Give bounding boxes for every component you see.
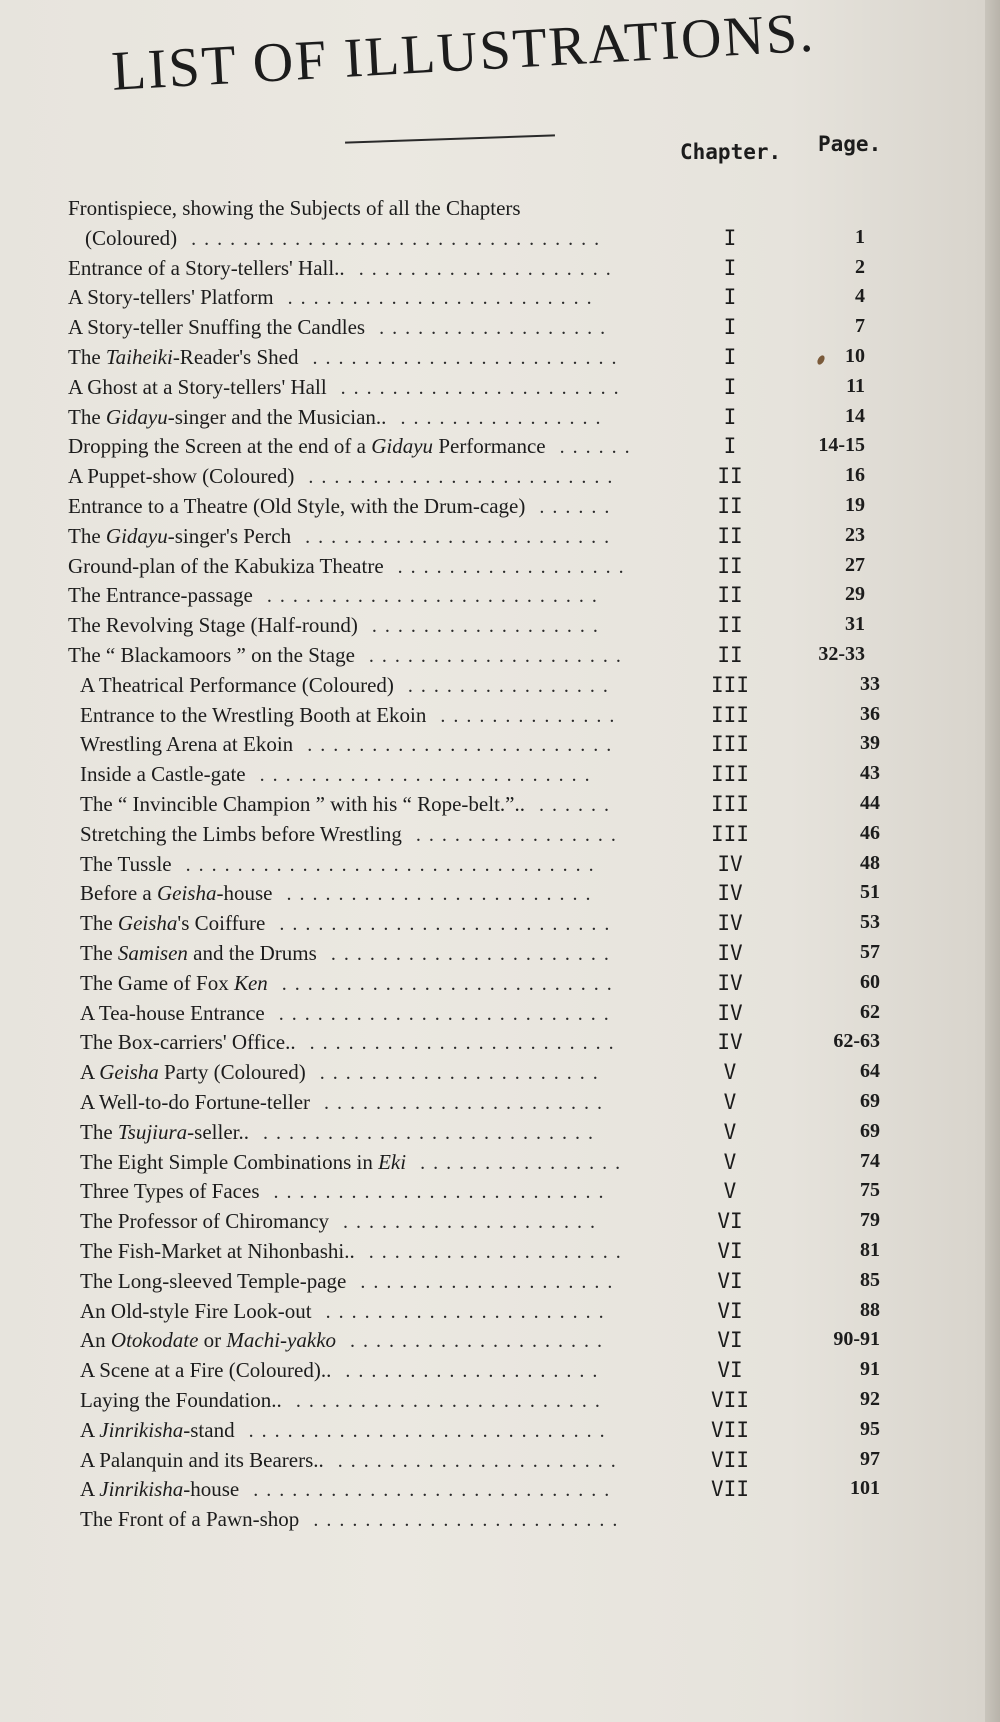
list-item — [0, 315, 985, 345]
list-item — [0, 1477, 985, 1507]
leader-dots: ...... — [539, 496, 618, 518]
chapter-number: VI — [717, 1358, 743, 1383]
chapter-number: III — [711, 702, 749, 727]
list-item — [0, 1358, 985, 1388]
illustration-title: A Scene at a Fire (Coloured).. — [80, 1358, 332, 1383]
leader-dots: ............................ — [248, 1419, 613, 1442]
list-item — [0, 1388, 985, 1418]
page-number: 14 — [845, 404, 865, 427]
chapter-number: VII — [711, 1417, 749, 1442]
page-number: 57 — [860, 941, 880, 963]
leader-dots: .................... — [343, 1211, 604, 1234]
list-item — [0, 762, 985, 792]
illustration-title: The Tsujiura-seller.. — [80, 1119, 249, 1144]
list-item — [0, 375, 985, 405]
chapter-number: V — [723, 1090, 737, 1114]
page-number: 29 — [845, 583, 865, 606]
chapter-number: III — [711, 672, 749, 697]
leader-dots: ...................... — [319, 1062, 606, 1085]
illustration-title: An Otokodate or Machi-yakko — [80, 1328, 337, 1353]
list-item — [0, 911, 985, 941]
list-item — [0, 345, 985, 375]
illustration-title: Frontispiece, showing the Subjects of all the Chapters — [68, 196, 521, 220]
illustration-title: The Box-carriers' Office.. — [80, 1030, 296, 1055]
chapter-number: VI — [717, 1209, 743, 1234]
list-item — [0, 613, 985, 643]
illustration-title: The “ Invincible Champion ” with his “ Rope-belt.”.. — [80, 792, 525, 816]
chapter-number: I — [723, 434, 737, 459]
chapter-number: V — [723, 1179, 737, 1204]
page-number: 75 — [860, 1179, 880, 1202]
list-item — [0, 226, 985, 256]
page-number: 19 — [845, 494, 865, 516]
list-item — [0, 1507, 985, 1537]
list-item — [0, 1269, 985, 1299]
illustration-title: (Coloured) — [85, 225, 178, 250]
leader-dots: ........................ — [305, 525, 618, 548]
page-number: 31 — [845, 613, 865, 636]
illustration-title: Entrance of a Story-tellers' Hall.. — [68, 255, 345, 280]
leader-dots: ........................ — [313, 1509, 626, 1532]
illustration-title: The Game of Fox Ken — [80, 970, 268, 995]
page-number: 91 — [860, 1358, 880, 1381]
leader-dots: ...................... — [330, 943, 617, 965]
leader-dots: .......................... — [273, 1181, 612, 1204]
illustration-title: The Long-sleeved Temple-page — [80, 1268, 347, 1293]
page-number: 33 — [860, 672, 880, 695]
illustration-title: The Gidayu-singer and the Musician.. — [68, 404, 387, 429]
page-number: 10 — [845, 345, 865, 367]
list-item — [0, 1239, 985, 1269]
chapter-number: I — [723, 255, 737, 280]
leader-dots: ...... — [538, 794, 617, 816]
chapter-number: II — [717, 583, 743, 608]
illustration-title: The Samisen and the Drums — [80, 941, 317, 965]
page-number: 69 — [860, 1090, 880, 1112]
chapter-number: VII — [711, 1477, 749, 1502]
leader-dots: ................ — [420, 1151, 629, 1174]
chapter-number: II — [717, 553, 743, 578]
illustration-title: A Palanquin and its Bearers.. — [80, 1447, 324, 1472]
list-item — [0, 1299, 985, 1329]
leader-dots: .......................... — [279, 913, 618, 936]
chapter-number: I — [723, 225, 737, 250]
list-item — [0, 583, 985, 613]
illustration-title: A Tea-house Entrance — [80, 1000, 265, 1025]
illustration-title: A Jinrikisha-stand — [80, 1417, 235, 1442]
page-number: 69 — [860, 1119, 880, 1142]
leader-dots: ...................... — [337, 1449, 624, 1472]
list-item — [0, 971, 985, 1001]
list-item — [0, 703, 985, 733]
list-item — [0, 822, 985, 852]
leader-dots: .......................... — [259, 764, 598, 787]
leader-dots: ........................ — [312, 347, 625, 369]
list-item — [0, 1030, 985, 1060]
chapter-number: V — [723, 1119, 737, 1144]
illustration-title: A Story-tellers' Platform — [68, 285, 274, 310]
page-number: 97 — [860, 1447, 880, 1470]
illustration-title: Before a Geisha-house — [80, 881, 273, 906]
illustration-title: A Jinrikisha-house — [80, 1477, 240, 1502]
illustration-title: A Geisha Party (Coloured) — [80, 1060, 306, 1085]
leader-dots: ................................ — [185, 853, 602, 876]
chapter-number: III — [711, 792, 749, 816]
illustration-title: An Old-style Fire Look-out — [80, 1298, 312, 1323]
chapter-number: V — [723, 1149, 737, 1174]
chapter-number: IV — [717, 1000, 743, 1025]
leader-dots: ........................ — [286, 883, 599, 906]
list-item — [0, 1328, 985, 1358]
list-item — [0, 673, 985, 703]
leader-dots: .............. — [440, 704, 623, 727]
list-item — [0, 524, 985, 554]
list-item — [0, 1090, 985, 1120]
leader-dots: .................. — [371, 615, 606, 638]
page-number: 53 — [860, 911, 880, 934]
page-number: 95 — [860, 1417, 880, 1440]
illustration-title: The Taiheiki-Reader's Shed — [68, 345, 299, 369]
list-item — [0, 196, 985, 226]
leader-dots: .................... — [360, 1270, 621, 1293]
page-number: 32-33 — [818, 643, 865, 665]
illustration-title: Wrestling Arena at Ekoin — [80, 732, 294, 757]
illustration-title: Ground-plan of the Kabukiza Theatre — [68, 553, 384, 578]
leader-dots: .......................... — [281, 972, 620, 995]
chapter-number: II — [717, 613, 743, 638]
list-item — [0, 1418, 985, 1448]
page-number: 7 — [855, 315, 865, 338]
leader-dots: ........................ — [307, 734, 620, 757]
page-number: 51 — [860, 881, 880, 904]
illustration-title: Dropping the Screen at the end of a Gidayu Performance — [68, 434, 546, 459]
page-number: 46 — [860, 821, 880, 844]
page-column-header: Page. — [818, 132, 882, 156]
leader-dots: ............................ — [253, 1479, 618, 1502]
illustration-title: Entrance to a Theatre (Old Style, with the Drum-cage) — [68, 494, 526, 518]
page-number: 79 — [860, 1209, 880, 1232]
leader-dots: .................... — [368, 645, 629, 667]
list-item — [0, 285, 985, 315]
leader-dots: ...................... — [340, 376, 627, 399]
list-item — [0, 792, 985, 822]
page-number: 90-91 — [833, 1328, 880, 1351]
chapter-number: VI — [717, 1239, 743, 1263]
illustration-title: The Gidayu-singer's Perch — [68, 523, 292, 548]
chapter-number: IV — [717, 1030, 743, 1055]
list-item — [0, 1150, 985, 1180]
illustration-title: The Entrance-passage — [68, 583, 253, 608]
chapter-number: VII — [711, 1388, 749, 1412]
chapter-number: I — [723, 345, 737, 369]
page-number: 60 — [860, 970, 880, 993]
list-item — [0, 1448, 985, 1478]
chapter-number: II — [717, 643, 743, 667]
illustration-title: Inside a Castle-gate — [80, 762, 246, 787]
list-item — [0, 643, 985, 673]
page-number: 14-15 — [818, 434, 865, 457]
leader-dots: ................ — [407, 674, 616, 697]
chapter-number: IV — [717, 970, 743, 995]
chapter-number: IV — [717, 851, 743, 876]
leader-dots: ................ — [400, 406, 609, 429]
chapter-number: I — [723, 285, 737, 310]
list-item — [0, 464, 985, 494]
page-number: 11 — [846, 374, 865, 397]
chapter-number: VI — [717, 1328, 743, 1353]
page-number: 4 — [855, 285, 865, 308]
chapter-number: I — [723, 404, 737, 429]
leader-dots: .................... — [350, 1330, 611, 1353]
chapter-number: VI — [717, 1268, 743, 1293]
page-number: 36 — [860, 702, 880, 725]
page-number: 88 — [860, 1298, 880, 1321]
page-number: 92 — [860, 1388, 880, 1410]
page-number: 48 — [860, 851, 880, 874]
list-item — [0, 256, 985, 286]
chapter-number: V — [723, 1060, 737, 1085]
leader-dots: ...................... — [324, 1092, 611, 1114]
leader-dots: .................... — [358, 257, 619, 280]
illustration-title: The Geisha's Coiffure — [80, 911, 266, 936]
chapter-number: I — [723, 315, 737, 340]
list-item — [0, 1001, 985, 1031]
chapter-number: III — [711, 821, 749, 846]
illustration-title: A Puppet-show (Coloured) — [68, 464, 295, 489]
page-number: 16 — [845, 464, 865, 487]
illustration-title: The Professor of Chiromancy — [80, 1209, 330, 1234]
illustration-title: The Fish-Market at Nihonbashi.. — [80, 1239, 355, 1263]
illustration-title: A Story-teller Snuffing the Candles — [68, 315, 366, 340]
chapter-number: II — [717, 494, 743, 518]
illustration-title: The Tussle — [80, 851, 172, 876]
list-item — [0, 852, 985, 882]
leader-dots: ........................ — [295, 1390, 608, 1412]
page-number: 74 — [860, 1149, 880, 1172]
page-number: 43 — [860, 762, 880, 785]
list-item — [0, 554, 985, 584]
leader-dots: .......................... — [278, 1002, 617, 1025]
leader-dots: .................... — [345, 1360, 606, 1383]
illustration-title: The “ Blackamoors ” on the Stage — [68, 643, 355, 667]
leader-dots: .......................... — [262, 1121, 601, 1144]
list-item — [0, 434, 985, 464]
leader-dots: ........................ — [309, 1032, 622, 1055]
leader-dots: .................. — [397, 555, 632, 578]
illustration-title: Entrance to the Wrestling Booth at Ekoin — [80, 702, 427, 727]
illustration-title: Stretching the Limbs before Wrestling — [80, 821, 402, 846]
list-item — [0, 494, 985, 524]
page-number: 44 — [860, 792, 880, 814]
illustration-title: A Well-to-do Fortune-teller — [80, 1090, 311, 1114]
illustration-title: A Theatrical Performance (Coloured) — [80, 672, 394, 697]
page-number: 39 — [860, 732, 880, 755]
illustration-title: A Ghost at a Story-tellers' Hall — [68, 374, 327, 399]
page-number: 101 — [850, 1477, 880, 1500]
list-item — [0, 1209, 985, 1239]
list-item — [0, 1179, 985, 1209]
list-item — [0, 1060, 985, 1090]
list-item — [0, 1120, 985, 1150]
page-number: 62-63 — [833, 1030, 880, 1053]
page-number: 81 — [860, 1239, 880, 1261]
chapter-number: IV — [717, 881, 743, 906]
leader-dots: .................. — [379, 317, 614, 340]
list-item — [0, 732, 985, 762]
chapter-number: VII — [711, 1447, 749, 1472]
illustration-title: The Eight Simple Combinations in Eki — [80, 1149, 407, 1174]
book-spine — [985, 0, 1000, 1722]
leader-dots: ........................ — [308, 466, 621, 489]
chapter-number: VI — [717, 1298, 743, 1323]
leader-dots: ........................ — [287, 287, 600, 310]
chapter-number: II — [717, 523, 743, 548]
illustration-title: The Revolving Stage (Half-round) — [68, 613, 358, 638]
leader-dots: .................... — [368, 1241, 629, 1263]
page-number: 1 — [855, 225, 865, 248]
chapter-column-header: Chapter. — [680, 140, 782, 164]
list-item — [0, 881, 985, 911]
leader-dots: ................................ — [191, 227, 608, 250]
page-number: 62 — [860, 1000, 880, 1023]
page-title: LIST OF ILLUSTRATIONS. — [110, 1, 817, 103]
page-number: 2 — [855, 255, 865, 278]
chapter-number: IV — [717, 911, 743, 936]
page-number: 27 — [845, 553, 865, 576]
page-number: 23 — [845, 523, 865, 546]
chapter-number: II — [717, 464, 743, 489]
list-item — [0, 405, 985, 435]
leader-dots: ...... — [559, 436, 638, 459]
chapter-number: I — [723, 374, 737, 399]
illustration-title: Laying the Foundation.. — [80, 1388, 282, 1412]
page-number: 85 — [860, 1268, 880, 1291]
illustration-title: The Front of a Pawn-shop — [80, 1507, 300, 1532]
illustration-title: Three Types of Faces — [80, 1179, 260, 1204]
page-number: 64 — [860, 1060, 880, 1083]
list-item — [0, 941, 985, 971]
chapter-number: III — [711, 762, 749, 787]
chapter-number: IV — [717, 941, 743, 965]
leader-dots: ...................... — [325, 1300, 612, 1323]
chapter-number: III — [711, 732, 749, 757]
leader-dots: .......................... — [266, 585, 605, 608]
leader-dots: ................ — [415, 823, 624, 846]
